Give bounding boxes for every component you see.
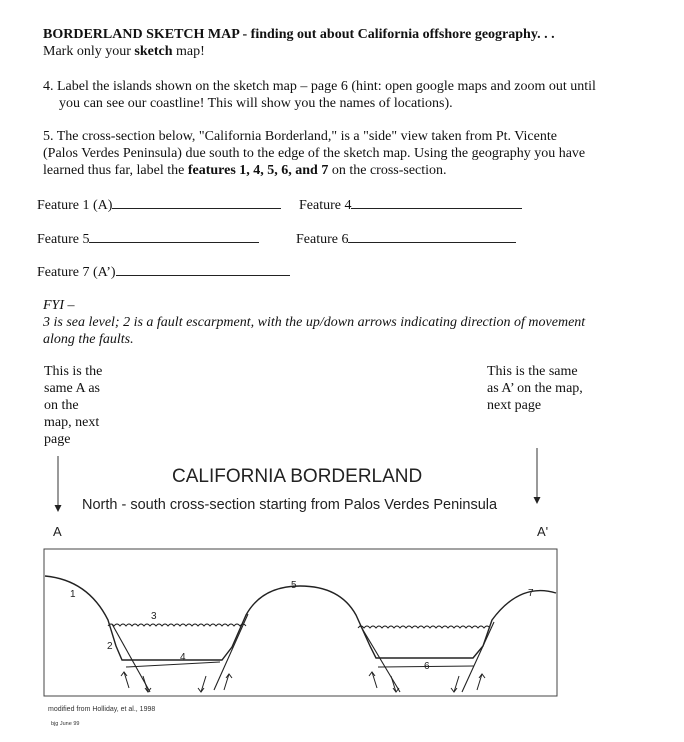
figure-credit-2: bjg June 99 <box>51 721 80 727</box>
feature-6-label: Feature 6 <box>296 232 349 247</box>
fault-lines <box>112 614 494 692</box>
q5-suffix: on the cross-section. <box>328 163 447 178</box>
feature-number: 6 <box>424 661 430 672</box>
basin-floor-left <box>126 662 220 667</box>
fyi-label: FYI – <box>43 298 75 313</box>
feature-7-label: Feature 7 (A’) <box>37 265 116 280</box>
figure-credit: modified from Holliday, et al., 1998 <box>48 706 156 713</box>
right-note-line: next page <box>487 398 542 413</box>
feature-number: 2 <box>107 641 113 652</box>
question-5-line-1: 5. The cross-section below, "California Borderland," is a "side" view taken from Pt. Vicente <box>43 129 557 144</box>
instruction-prefix: Mark only your <box>43 44 135 59</box>
feature-number: 3 <box>151 611 157 622</box>
instruction-suffix: map! <box>172 44 205 59</box>
feature-1-label: Feature 1 (A) <box>37 198 113 213</box>
left-note-line: same A as <box>44 381 100 396</box>
feature-number: 7 <box>528 588 534 599</box>
instruction-bold: sketch <box>134 44 173 59</box>
sea-level-right <box>358 626 490 628</box>
right-note-line: as A’ on the map, <box>487 381 583 396</box>
sea-level-left <box>108 624 246 626</box>
feature-number: 4 <box>180 652 186 663</box>
feature-number: 1 <box>70 589 76 600</box>
right-note-line: This is the same <box>487 364 578 379</box>
left-note-line: on the <box>44 398 79 413</box>
left-note-line: map, next <box>44 415 100 430</box>
label-a: A <box>53 524 62 539</box>
fyi-line-1: 3 is sea level; 2 is a fault escarpment, with the up/down arrows indicating direction of movement <box>43 315 586 330</box>
figure-subtitle: North - south cross-section starting from Palos Verdes Peninsula <box>82 497 498 513</box>
question-4-line-1: 4. Label the islands shown on the sketch map – page 6 (hint: open google maps and zoom out until <box>43 79 596 94</box>
left-note-line: page <box>44 432 71 447</box>
q5-prefix: learned thus far, label the <box>43 163 188 178</box>
seafloor-profile <box>45 576 556 660</box>
figure-title: CALIFORNIA BORDERLAND <box>172 466 423 487</box>
left-note-line: This is the <box>44 364 103 379</box>
question-4-line-2: you can see our coastline! This will show you the names of locations). <box>59 96 453 111</box>
feature-number: 5 <box>291 580 297 591</box>
label-a-prime: A' <box>537 524 549 539</box>
feature-4-label: Feature 4 <box>299 198 352 213</box>
fault-arrows <box>121 672 485 692</box>
question-5-line-2: (Palos Verdes Peninsula) due south to the edge of the sketch map. Using the geography you have <box>43 146 586 161</box>
page-title: BORDERLAND SKETCH MAP - finding out about California offshore geography. . . <box>43 27 555 42</box>
q5-bold: features 1, 4, 5, 6, and 7 <box>187 163 329 178</box>
feature-5-label: Feature 5 <box>37 232 90 247</box>
diagram-frame <box>44 549 557 696</box>
fyi-line-2: along the faults. <box>43 332 134 347</box>
